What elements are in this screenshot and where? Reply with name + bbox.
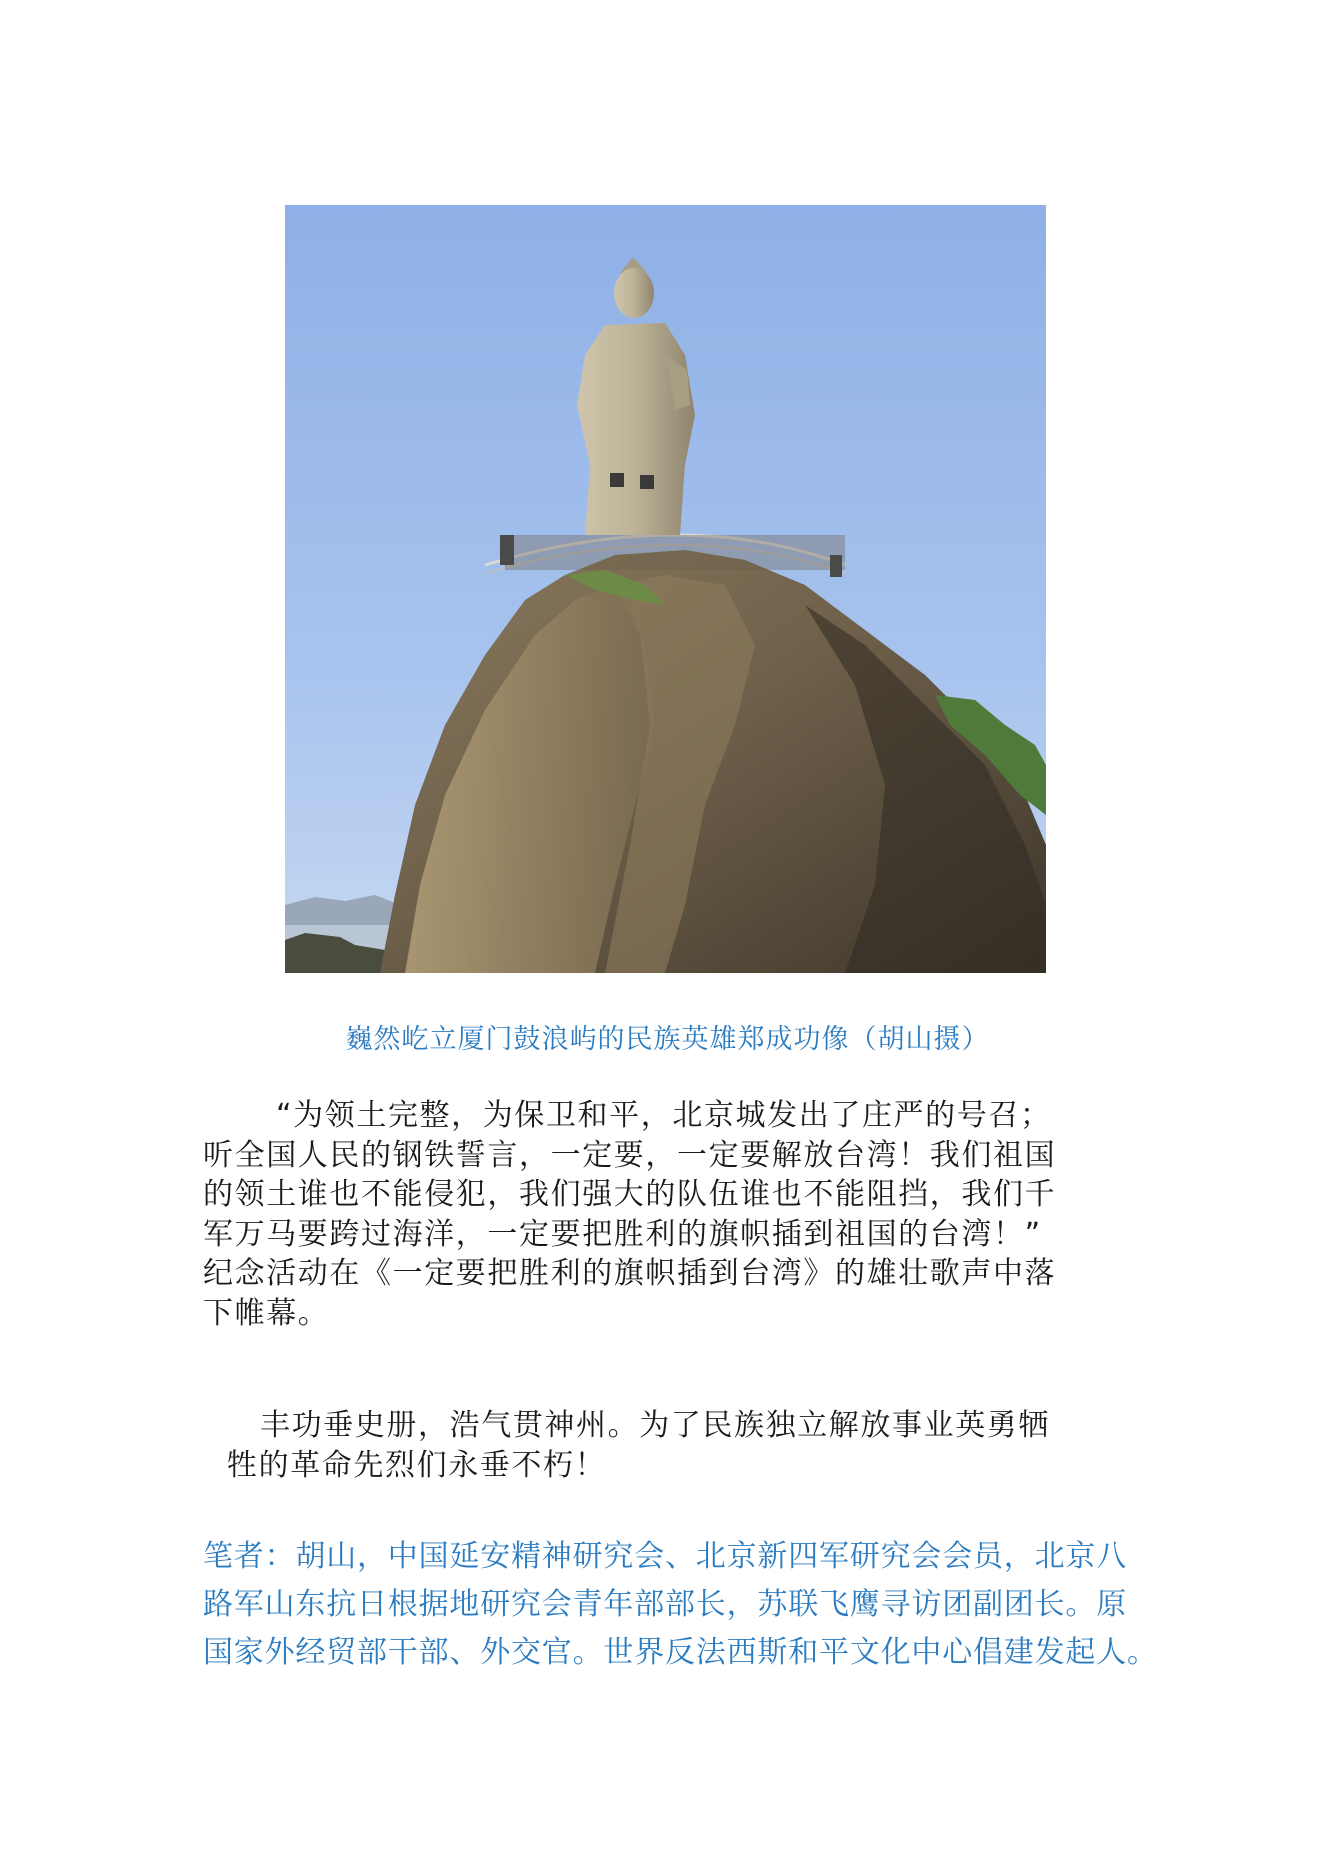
author-bio-line: 国家外经贸部干部、外交官。世界反法西斯和平文化中心倡建发起人。 xyxy=(203,1635,1158,1670)
author-bio-line: 路军山东抗日根据地研究会青年部部长，苏联飞鹰寻访团副团长。原 xyxy=(203,1587,1127,1622)
paragraph-line: 军万马要跨过海洋，一定要把胜利的旗帜插到祖国的台湾！” xyxy=(203,1216,1042,1252)
photo-caption: 巍然屹立厦门鼓浪屿的民族英雄郑成功像（胡山摄） xyxy=(345,1024,990,1055)
body-paragraph xyxy=(203,1096,1128,1333)
statue-photo xyxy=(285,205,1046,973)
paragraph-line: 听全国人民的钢铁誓言，一定要，一定要解放台湾！我们祖国 xyxy=(203,1137,1057,1173)
paragraph-line: 下帷幕。 xyxy=(203,1295,330,1331)
author-bio xyxy=(203,1533,1158,1677)
paragraph-line: 牲的革命先烈们永垂不朽！ xyxy=(227,1447,607,1483)
paragraph-line: 纪念活动在《一定要把胜利的旗帜插到台湾》的雄壮歌声中落 xyxy=(203,1256,1057,1291)
body-paragraph xyxy=(203,1406,1128,1485)
paragraph-line: 的领土谁也不能侵犯，我们强大的队伍谁也不能阻挡，我们千 xyxy=(203,1177,1057,1212)
paragraph-line: “为领土完整，为保卫和平，北京城发出了庄严的号召； xyxy=(276,1098,1052,1133)
paragraph-line: 丰功垂史册，浩气贯神州。为了民族独立解放事业英勇牺 xyxy=(260,1408,1050,1443)
author-bio-line: 笔者：胡山，中国延安精神研究会、北京新四军研究会会员，北京八 xyxy=(203,1539,1127,1574)
